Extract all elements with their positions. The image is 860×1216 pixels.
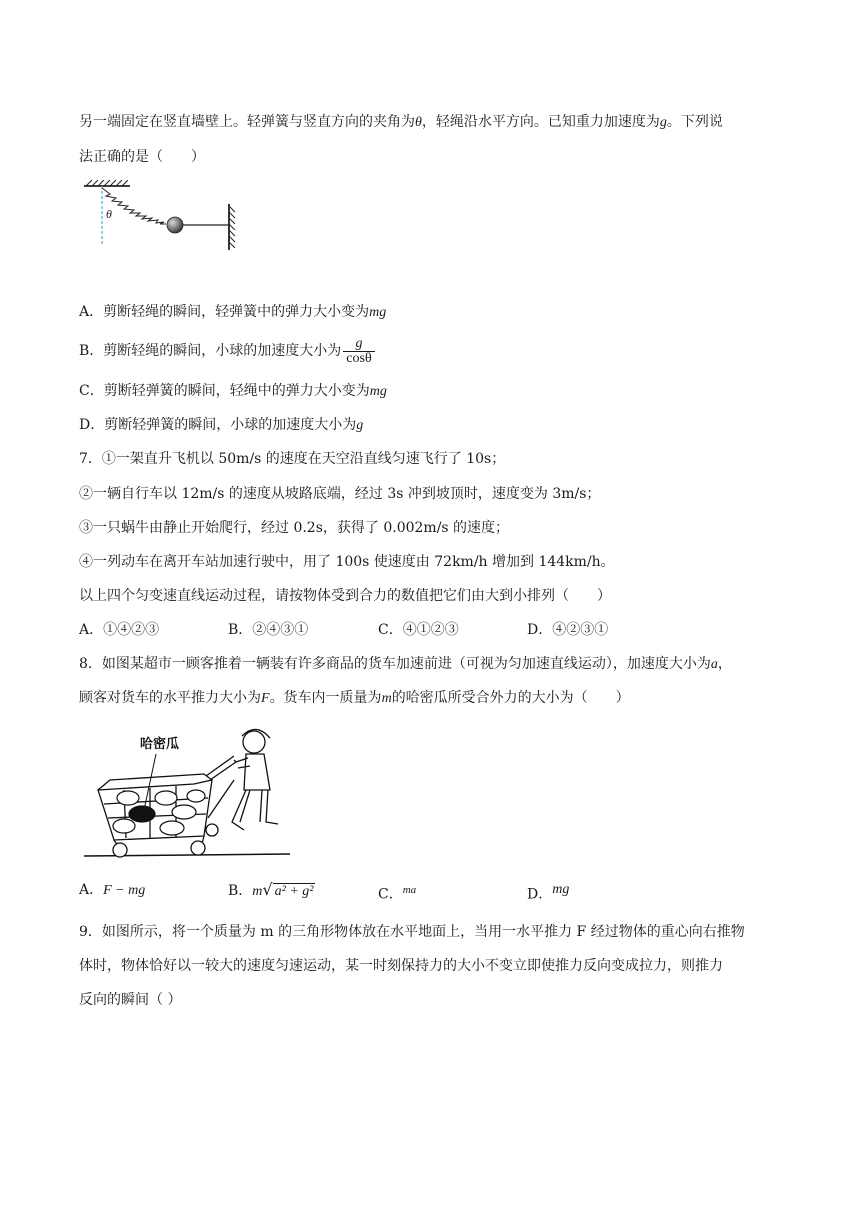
q7-line4: ④一列动车在离开车站加速行驶中，用了 100s 使速度由 72km/h 增加到 144km/h。 xyxy=(79,554,615,570)
hami-melon-label: 哈密瓜 xyxy=(140,737,180,752)
hami-melon xyxy=(129,806,155,822)
q7-option-d: D．④②③① xyxy=(527,622,609,638)
melon xyxy=(172,805,196,819)
wheel xyxy=(191,841,205,855)
wheel xyxy=(113,843,127,857)
q7-line1: 7．①一架直升飞机以 50m/s 的速度在天空沿直线匀速飞行了 10s； xyxy=(79,451,506,467)
wheel xyxy=(206,824,218,836)
melon xyxy=(117,791,139,805)
fraction-g-over-cos: $\frac{g}{\cos\theta}$ xyxy=(343,337,374,366)
wall-hatch xyxy=(229,204,235,250)
melon xyxy=(187,790,205,802)
q6-stem-line2: 法正确的是（ ） xyxy=(79,149,205,165)
q7-line2: ②一辆自行车以 12m/s 的速度从坡路底端，经过 3s 冲到坡顶时，速度变为 3m/s； xyxy=(79,486,601,502)
q6-option-d: D．剪断轻弹簧的瞬间，小球的加速度大小为g xyxy=(79,417,364,433)
q8-option-a: A．F − mg xyxy=(79,882,146,898)
customer-figure xyxy=(232,729,278,830)
shopping-cart-figure xyxy=(84,718,292,866)
q8-line1: 8．如图某超市一顾客推着一辆装有许多商品的货车加速前进（可视为匀加速直线运动），加速度大小为a， xyxy=(79,656,732,672)
q8-line2: 顾客对货车的水平推力大小为F。货车内一质量为m的哈密瓜所受合外力的大小为（ ） xyxy=(79,690,630,706)
spring-ball-figure xyxy=(80,180,240,272)
sqrt-symbol: √ xyxy=(262,880,273,899)
melon xyxy=(113,819,135,833)
q9-line2: 体时，物体恰好以一较大的速度匀速运动，某一时刻保持力的大小不变立即使推力反向变成拉力，则推力 xyxy=(79,958,723,974)
q7-line3: ③一只蜗牛由静止开始爬行，经过 0.2s，获得了 0.002m/s 的速度； xyxy=(79,520,510,536)
q7-option-c: C．④①②③ xyxy=(378,622,459,638)
q7-option-b: B．②④③① xyxy=(228,622,309,638)
q6-option-b: B．剪断轻绳的瞬间，小球的加速度大小为 $\frac{g}{\cos\theta}$ xyxy=(79,336,375,366)
q8-option-b: B．m√ a² + g² xyxy=(228,880,314,899)
melon xyxy=(160,821,184,835)
q6-option-a: A．剪断轻绳的瞬间，轻弹簧中的弹力大小变为mg xyxy=(79,304,387,320)
q6-option-c: C．剪断轻弹簧的瞬间，轻绳中的弹力大小变为mg xyxy=(79,383,387,399)
q7-option-a: A．①④②③ xyxy=(79,622,160,638)
melon xyxy=(155,791,177,805)
q6-stem-line1: 另一端固定在竖直墙壁上。轻弹簧与竖直方向的夹角为θ，轻绳沿水平方向。已知重力加速度为g。下列说 xyxy=(79,114,723,130)
ball xyxy=(167,217,183,233)
q9-line1: 9．如图所示，将一个质量为 m 的三角形物体放在水平地面上，当用一水平推力 F 经过物体的重心向右推物 xyxy=(79,924,745,940)
q8-option-d: D．mg xyxy=(527,882,570,903)
q9-line3: 反向的瞬间（ ） xyxy=(79,992,182,1008)
ceiling-hatch xyxy=(84,180,130,186)
q8-option-c: C．$^{ma}$ xyxy=(378,884,417,903)
angle-theta-label: θ xyxy=(106,207,112,221)
q7-line5: 以上四个匀变速直线运动过程，请按物体受到合力的数值把它们由大到小排列（ ） xyxy=(79,588,611,604)
